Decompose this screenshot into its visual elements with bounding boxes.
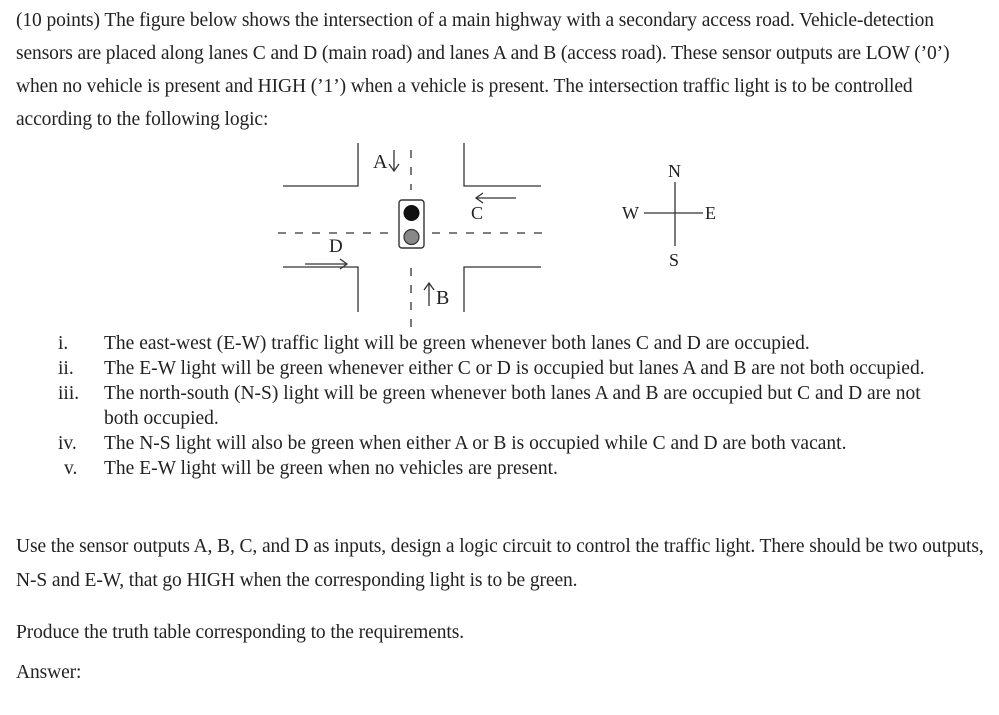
list-item-text: The N-S light will also be green when either A or B is occupied while C and D are both vacant. [104, 433, 847, 454]
answer-label: Answer: [16, 662, 82, 683]
intersection-figure [0, 0, 999, 330]
list-item-number: iv. [58, 433, 77, 454]
compass-east: E [705, 203, 716, 223]
road-edge-bottom-right [464, 267, 541, 312]
lane-a-label: A [373, 151, 388, 173]
compass-south: S [669, 250, 680, 270]
lane-d-label: D [329, 236, 343, 257]
traffic-light-top-lamp [404, 205, 420, 221]
list-item-number: iii. [58, 383, 80, 404]
list-item-text: The east-west (E-W) traffic light will be green whenever both lanes C and D are occupied. [104, 333, 810, 354]
list-item [0, 356, 999, 381]
list-item-text: The north-south (N-S) light will be green whenever both lanes A and B are occupied but C and D are not both occupied. [104, 383, 921, 429]
list-item [0, 381, 999, 431]
road-edge-bottom-left [283, 267, 358, 312]
list-item [0, 456, 999, 481]
rules-list [0, 331, 999, 481]
lane-c-label: C [471, 203, 484, 223]
list-item-number: ii. [58, 358, 74, 379]
traffic-light-bottom-lamp [404, 230, 419, 245]
list-item [0, 331, 999, 356]
compass-north: N [668, 161, 681, 181]
list-item-number: v. [64, 458, 78, 479]
task-statement: Produce the truth table corresponding to the requirements. [16, 622, 464, 643]
road-edge-top-left [283, 143, 358, 186]
list-item-number: i. [58, 333, 69, 354]
lane-b-label: B [436, 287, 450, 309]
list-item [0, 431, 999, 456]
design-instruction: Use the sensor outputs A, B, C, and D as inputs, design a logic circuit to control the traffic light. There should be two outputs, N-S and E-W, that go HIGH when the corresponding light is to be green. [16, 536, 984, 591]
compass-west: W [622, 203, 639, 223]
question-intro: (10 points) The figure below shows the intersection of a main highway with a secondary access road. Vehicle-detection sensors are placed along lanes C and D (main road) and lanes A and B (access road). These sensor outputs are LOW (’0’) when no vehicle is present and HIGH (’1’) when a vehicle is present. The intersection traffic light is to be controlled according to the following logic: [16, 10, 950, 130]
list-item-text: The E-W light will be green whenever either C or D is occupied but lanes A and B are not both occupied. [104, 358, 925, 379]
list-item-text: The E-W light will be green when no vehicles are present. [104, 458, 558, 479]
road-edge-top-right [464, 143, 541, 186]
